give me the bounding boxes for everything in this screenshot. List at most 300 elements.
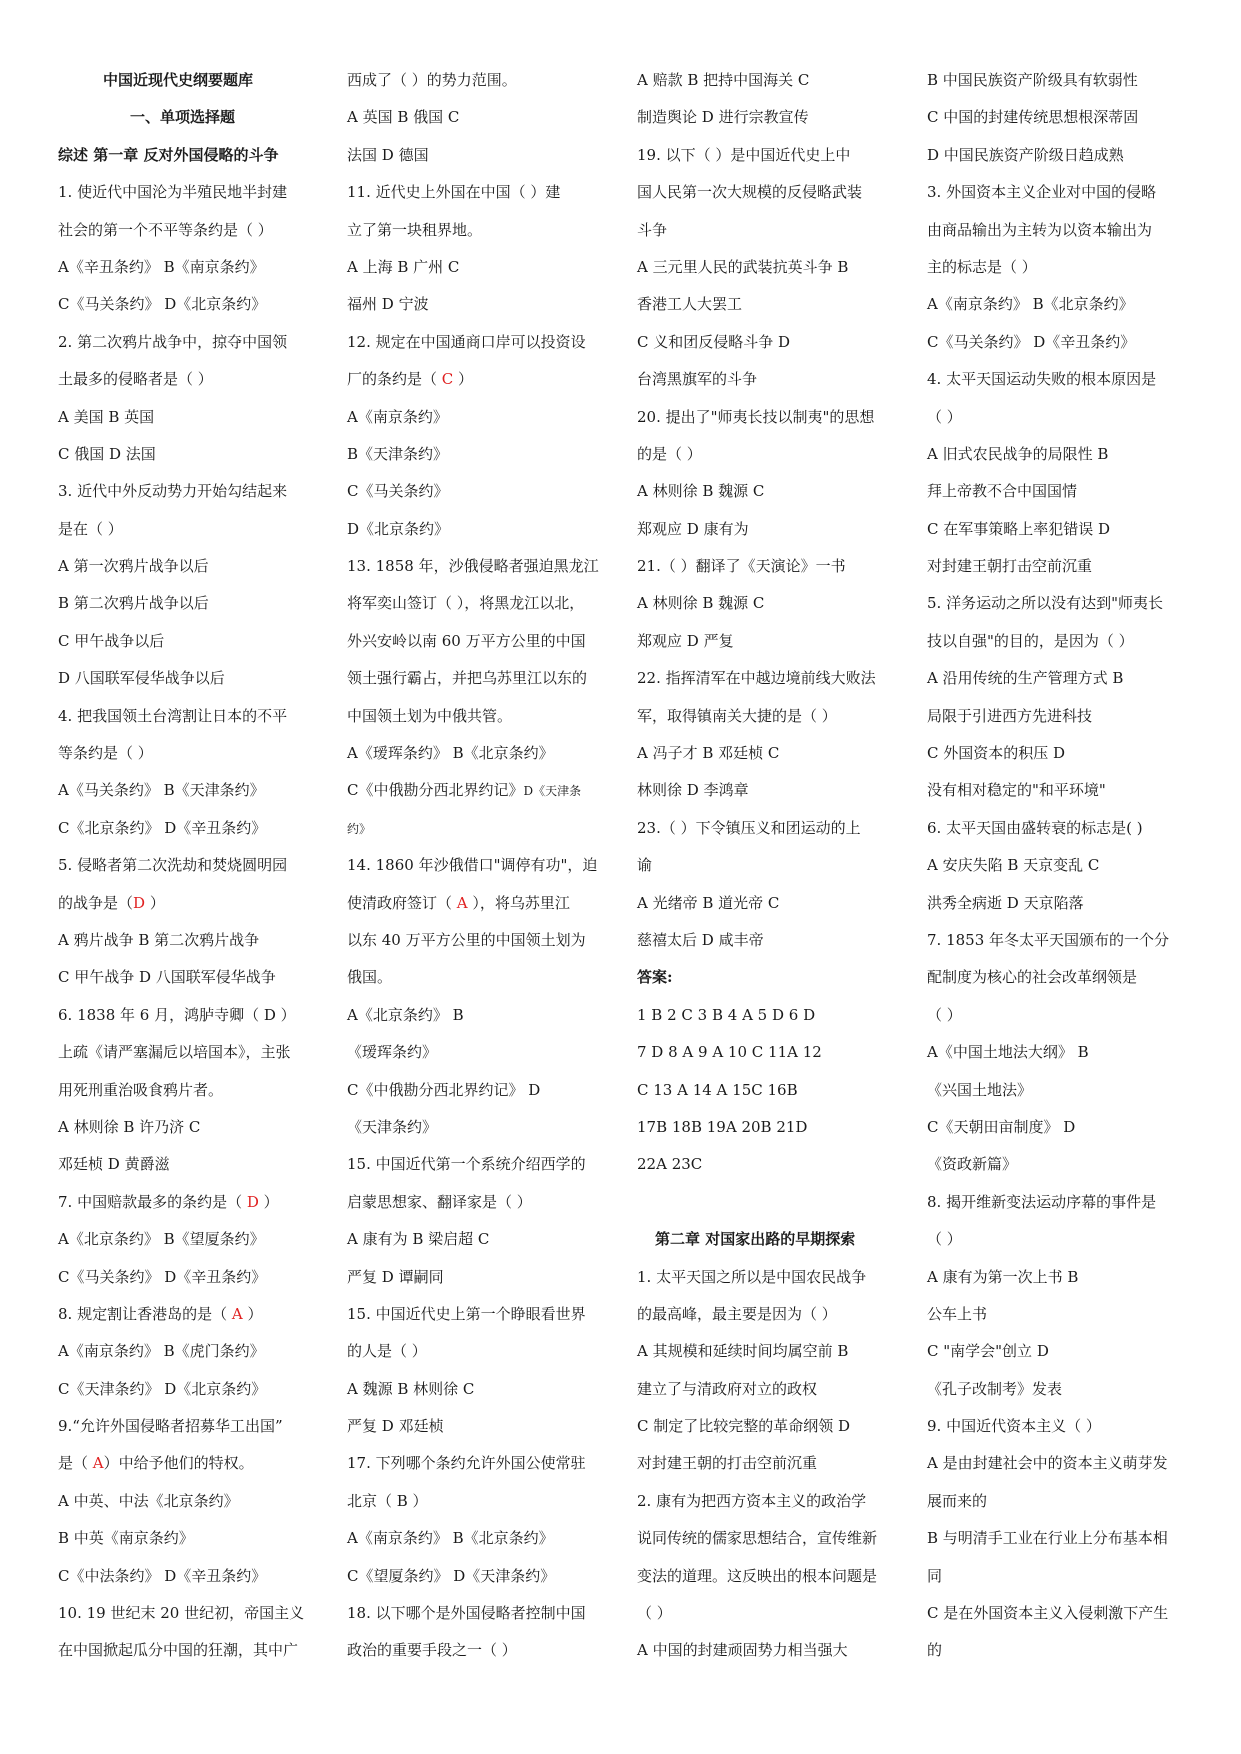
line-text: 社会的第一个不平等条约是（ ）: [58, 220, 273, 239]
line-text: A《南京条约》 B《北京条约》: [927, 295, 1134, 314]
text-line: [637, 1146, 899, 1183]
answer-mark: D: [133, 893, 146, 912]
text-line: [637, 361, 899, 398]
text-line: [637, 922, 899, 959]
text-line: [58, 959, 313, 996]
line-text: 的是（ ）: [637, 444, 702, 463]
line-text: 的最高峰，最主要是因为（ ）: [637, 1304, 837, 1323]
line-text: 洪秀全病逝 D 天京陷落: [927, 893, 1084, 912]
line-text: 的战争是（: [58, 893, 134, 912]
line-text: 1 B 2 C 3 B 4 A 5 D 6 D: [637, 1005, 816, 1024]
line-text: 是（: [58, 1454, 93, 1473]
line-text-tail: ）: [453, 370, 474, 389]
line-text: 《天津条约》: [347, 1117, 438, 1136]
line-text: 7 D 8 A 9 A 10 C 11A 12: [637, 1043, 822, 1062]
text-line: [347, 922, 607, 959]
answer-mark: A: [231, 1304, 243, 1323]
line-text: 严复 D 邓廷桢: [347, 1417, 444, 1436]
line-text: 11. 近代史上外国在中国（ ）建: [347, 183, 561, 202]
line-text: 主的标志是（ ）: [927, 257, 1037, 276]
text-line: [58, 997, 313, 1034]
text-line: [347, 959, 607, 996]
text-line: [58, 1146, 313, 1183]
line-text: 的: [927, 1641, 943, 1660]
answer-mark: D: [246, 1192, 259, 1211]
chapter-heading: [637, 1221, 899, 1258]
line-text: C《中俄勘分西北界约记》: [347, 781, 524, 800]
line-text: B 中国民族资产阶级具有软弱性: [927, 71, 1138, 89]
line-text: 郑观应 D 严复: [637, 631, 734, 650]
line-text: C "南学会"创立 D: [927, 1342, 1049, 1361]
text-line: [58, 1296, 313, 1333]
text-line: [347, 1558, 607, 1595]
line-text: 综述 第一章 反对外国侵略的斗争: [58, 145, 279, 164]
line-text: C《中俄勘分西北界约记》 D: [347, 1080, 541, 1099]
text-line: [347, 1483, 607, 1520]
text-line: [637, 399, 899, 436]
text-line: [927, 1520, 1218, 1557]
line-text: 15. 中国近代史上第一个睁眼看世界: [347, 1304, 586, 1323]
text-line: [347, 249, 607, 286]
text-line: [927, 361, 1218, 398]
text-line: [637, 1109, 899, 1146]
text-line: [637, 1445, 899, 1482]
line-text: 使清政府签订（: [347, 893, 457, 912]
text-line: [927, 548, 1218, 585]
text-line: [637, 997, 899, 1034]
line-text: D《北京条约》: [347, 519, 450, 538]
text-line: [927, 324, 1218, 361]
text-line: [637, 1520, 899, 1557]
line-text: 用死刑重治吸食鸦片者。: [58, 1080, 224, 1099]
answer-mark: A: [92, 1454, 104, 1473]
text-line: [637, 1333, 899, 1370]
line-text: C 甲午战争以后: [58, 631, 165, 650]
line-text: 启蒙思想家、翻译家是（ ）: [347, 1192, 532, 1211]
text-line: [637, 772, 899, 809]
column-3: [637, 62, 899, 1670]
text-line: [927, 286, 1218, 323]
line-text: C 13 A 14 A 15C 16B: [637, 1080, 798, 1099]
text-line: [347, 212, 607, 249]
text-line: [927, 1221, 1218, 1258]
text-line: [347, 698, 607, 735]
text-line: [58, 1558, 313, 1595]
text-line: [927, 922, 1218, 959]
text-line: [927, 1408, 1218, 1445]
line-text: 说同传统的儒家思想结合，宣传维新: [637, 1529, 878, 1548]
line-text: 法国 D 德国: [347, 145, 429, 164]
text-line: [927, 174, 1218, 211]
line-text: 西成了（ ）的势力范围。: [347, 71, 517, 89]
text-line: [58, 1445, 313, 1482]
column-2: [347, 62, 607, 1670]
line-text: D 八国联军侵华战争以后: [58, 669, 225, 688]
text-line: [58, 548, 313, 585]
text-line: [347, 1632, 607, 1669]
text-line: [347, 1184, 607, 1221]
text-line: [927, 735, 1218, 772]
line-text: A 沿用传统的生产管理方式 B: [927, 669, 1124, 688]
line-text: 由商品输出为主转为以资本输出为: [927, 220, 1153, 239]
line-text: 福州 D 宁波: [347, 295, 429, 314]
text-line: [58, 1333, 313, 1370]
line-text: （ ）: [927, 1005, 962, 1024]
text-line: [347, 660, 607, 697]
line-text: 林则徐 D 李鸿章: [637, 781, 749, 800]
line-text: 局限于引进西方先进科技: [927, 706, 1093, 725]
text-line: [58, 1632, 313, 1669]
text-line: [58, 473, 313, 510]
text-line: [927, 1445, 1218, 1482]
line-text: 答案:: [637, 968, 673, 987]
text-line: [637, 62, 899, 99]
line-text: A 光绪帝 B 道光帝 C: [637, 893, 780, 912]
line-text: 建立了与清政府对立的政权: [637, 1379, 818, 1398]
line-text: 9. 中国近代资本主义（ ）: [927, 1417, 1101, 1436]
text-line: [637, 511, 899, 548]
line-text: C《天津条约》 D《北京条约》: [58, 1379, 267, 1398]
line-text: A 魏源 B 林则徐 C: [347, 1379, 475, 1398]
line-text: 9.“允许外国侵略者招募华工出国”: [58, 1417, 283, 1436]
text-line: [58, 361, 313, 398]
text-line: [927, 212, 1218, 249]
line-text: C《马关条约》 D《北京条约》: [58, 295, 267, 314]
text-line: [58, 324, 313, 361]
text-line: [58, 436, 313, 473]
line-text-tail: ）: [145, 893, 165, 912]
text-line: [637, 212, 899, 249]
text-line: [347, 62, 607, 99]
line-text: 22A 23C: [637, 1155, 703, 1174]
text-line: [927, 1333, 1218, 1370]
text-line: [58, 1221, 313, 1258]
text-line: [347, 436, 607, 473]
text-line: [58, 585, 313, 622]
line-text-tail: ）: [242, 1304, 263, 1323]
line-text: 12. 规定在中国通商口岸可以投资设: [347, 332, 586, 351]
line-text: C 外国资本的积压 D: [927, 744, 1066, 763]
text-line: [58, 1371, 313, 1408]
text-line: [927, 1595, 1218, 1632]
text-line: [637, 810, 899, 847]
answer-mark: C: [441, 370, 454, 389]
text-line: [927, 511, 1218, 548]
line-text: 15. 中国近代第一个系统介绍西学的: [347, 1155, 586, 1174]
line-text: 对封建王朝的打击空前沉重: [637, 1454, 818, 1473]
line-text: 《兴国土地法》: [927, 1080, 1033, 1099]
line-text: C 甲午战争 D 八国联军侵华战争: [58, 968, 276, 987]
line-text: 10. 19 世纪末 20 世纪初，帝国主义: [58, 1604, 305, 1623]
line-text: A《瑷珲条约》 B《北京条约》: [347, 744, 554, 763]
text-line: [58, 698, 313, 735]
text-line: [927, 137, 1218, 174]
line-text: 《孔子改制考》发表: [927, 1379, 1063, 1398]
line-text: 4. 把我国领土台湾割让日本的不平: [58, 706, 288, 725]
line-text: 郑观应 D 康有为: [637, 519, 749, 538]
text-line: [637, 1034, 899, 1071]
line-text: 约》: [347, 821, 372, 836]
line-text: A 旧式农民战争的局限性 B: [927, 444, 1109, 463]
line-text: A 是由封建社会中的资本主义萌芽发: [927, 1454, 1168, 1473]
text-line: [927, 885, 1218, 922]
line-text: A 鸦片战争 B 第二次鸦片战争: [58, 930, 260, 949]
line-text: 5. 洋务运动之所以没有达到"师夷长: [927, 594, 1163, 613]
text-line: [347, 772, 607, 809]
text-line: [347, 1259, 607, 1296]
line-text: A《南京条约》 B《北京条约》: [347, 1529, 554, 1548]
line-text: 13. 1858 年，沙俄侵略者强迫黑龙江: [347, 557, 599, 576]
line-text: A 英国 B 俄国 C: [347, 108, 460, 127]
text-line: [347, 1333, 607, 1370]
line-text: 严复 D 谭嗣同: [347, 1267, 444, 1286]
text-line: [347, 548, 607, 585]
text-line: [347, 810, 607, 847]
line-text: 22. 指挥清军在中越边境前线大败法: [637, 669, 876, 688]
line-text: 慈禧太后 D 咸丰帝: [637, 930, 764, 949]
text-line: [637, 660, 899, 697]
text-line: [927, 1259, 1218, 1296]
text-line: [927, 99, 1218, 136]
text-line: [347, 511, 607, 548]
line-text: B 与明清手工业在行业上分布基本相: [927, 1529, 1168, 1548]
column-4: [927, 62, 1218, 1670]
text-line: [347, 324, 607, 361]
line-text: 变法的道理。这反映出的根本问题是: [637, 1566, 878, 1585]
text-line: [347, 473, 607, 510]
line-text: 斗争: [637, 220, 668, 239]
line-text: 在中国掀起瓜分中国的狂潮，其中广: [58, 1641, 299, 1660]
line-text: 7. 中国赔款最多的条约是（: [58, 1192, 247, 1211]
text-line: [58, 885, 313, 922]
text-line: [58, 286, 313, 323]
text-line: [347, 623, 607, 660]
text-line: [637, 1483, 899, 1520]
section-heading: [58, 99, 313, 136]
text-line: [58, 511, 313, 548]
line-text: C《马关条约》 D《辛丑条约》: [58, 1267, 267, 1286]
line-text: 17. 下列哪个条约允许外国公使常驻: [347, 1454, 586, 1473]
text-line: [637, 473, 899, 510]
text-line: [637, 1595, 899, 1632]
text-line: [347, 361, 607, 398]
line-text: 8. 规定割让香港岛的是（: [58, 1304, 232, 1323]
line-text-tail: ），将乌苏里江: [467, 893, 570, 912]
line-text: D 中国民族资产阶级日趋成熟: [927, 145, 1124, 164]
line-text: A《北京条约》 B《望厦条约》: [58, 1230, 265, 1249]
text-line: [347, 847, 607, 884]
text-line: [58, 1034, 313, 1071]
text-line: [927, 772, 1218, 809]
line-text: 拜上帝教不合中国国情: [927, 482, 1078, 501]
text-line: [927, 623, 1218, 660]
text-line: [637, 99, 899, 136]
column-1: [58, 62, 313, 1670]
text-line: [927, 660, 1218, 697]
line-text: 3. 近代中外反动势力开始勾结起来: [58, 482, 288, 501]
text-line: [347, 137, 607, 174]
line-text: 第二章 对国家出路的早期探索: [655, 1230, 856, 1249]
line-text: 土最多的侵略者是（ ）: [58, 370, 213, 389]
line-text: 19. 以下（ ）是中国近代史上中: [637, 145, 851, 164]
text-line: [58, 847, 313, 884]
line-text: 配制度为核心的社会改革纲领是: [927, 968, 1138, 987]
line-text: 技以自强"的目的，是因为（ ）: [927, 631, 1134, 650]
line-text: 北京（ B ）: [347, 1491, 428, 1510]
line-text: 政治的重要手段之一（ ）: [347, 1641, 517, 1660]
line-text: A 赔款 B 把持中国海关 C: [637, 71, 810, 89]
line-text: 同: [927, 1566, 943, 1585]
line-text: 《资政新篇》: [927, 1155, 1018, 1174]
text-line: [927, 399, 1218, 436]
line-text: 4. 太平天国运动失败的根本原因是: [927, 370, 1157, 389]
line-text: 等条约是（ ）: [58, 744, 153, 763]
text-line: [58, 174, 313, 211]
text-line: [58, 399, 313, 436]
line-text: 1. 使近代中国沦为半殖民地半封建: [58, 183, 288, 202]
line-text: 领土强行霸占，并把乌苏里江以东的: [347, 669, 588, 688]
line-text: 立了第一块租界地。: [347, 220, 483, 239]
line-text: 2. 康有为把西方资本主义的政治学: [637, 1491, 867, 1510]
line-text: A 林则徐 B 魏源 C: [637, 482, 765, 501]
text-line: [637, 249, 899, 286]
text-line: [58, 1072, 313, 1109]
line-text: 8. 揭开维新变法运动序幕的事件是: [927, 1192, 1157, 1211]
text-line: [58, 1408, 313, 1445]
text-line: [347, 1109, 607, 1146]
text-line: [58, 660, 313, 697]
text-line: [637, 1184, 899, 1221]
text-line: [927, 997, 1218, 1034]
line-text: C 在军事策略上率犯错误 D: [927, 519, 1111, 538]
line-text-tail: ）: [258, 1192, 279, 1211]
line-text: 展而来的: [927, 1491, 988, 1510]
line-text-tail: ）中给予他们的特权。: [103, 1454, 254, 1473]
text-line: [637, 1371, 899, 1408]
text-line: [927, 1072, 1218, 1109]
text-line: [58, 1184, 313, 1221]
line-text: A 林则徐 B 许乃济 C: [58, 1117, 201, 1136]
text-line: [347, 1072, 607, 1109]
text-line: [637, 1632, 899, 1669]
line-text: 国人民第一次大规模的反侵略武装: [637, 183, 863, 202]
line-text: 的人是（ ）: [347, 1342, 427, 1361]
line-text: 军，取得镇南关大捷的是（ ）: [637, 706, 837, 725]
text-line: [347, 585, 607, 622]
line-text: （ ）: [927, 407, 962, 426]
text-line: [347, 399, 607, 436]
text-line: [927, 1296, 1218, 1333]
line-text: B《天津条约》: [347, 444, 449, 463]
line-text: 一、单项选择题: [130, 108, 236, 127]
line-text: 邓廷桢 D 黄爵滋: [58, 1155, 170, 1174]
text-line: [347, 1296, 607, 1333]
line-text: B 中英《南京条约》: [58, 1529, 194, 1548]
text-line: [58, 249, 313, 286]
text-line: [58, 1259, 313, 1296]
line-text: 以东 40 万平方公里的中国领土划为: [347, 930, 586, 949]
line-text: 7. 1853 年冬太平天国颁布的一个分: [927, 930, 1170, 949]
line-text: A《辛丑条约》 B《南京条约》: [58, 257, 265, 276]
line-text: A 康有为第一次上书 B: [927, 1267, 1079, 1286]
text-line: [58, 1483, 313, 1520]
text-line: [927, 1034, 1218, 1071]
text-line: [58, 1595, 313, 1632]
text-line: [637, 548, 899, 585]
text-line: [347, 1146, 607, 1183]
text-line: [347, 735, 607, 772]
text-line: [927, 847, 1218, 884]
text-line: [637, 585, 899, 622]
line-text: （ ）: [927, 1230, 962, 1249]
line-text: A 三元里人民的武装抗英斗争 B: [637, 257, 849, 276]
text-line: [347, 99, 607, 136]
line-text: 俄国。: [347, 968, 393, 987]
answer-heading: [637, 959, 899, 996]
line-text: 5. 侵略者第二次洗劫和焚烧圆明园: [58, 856, 288, 875]
text-line: [637, 1408, 899, 1445]
text-line: [637, 698, 899, 735]
text-line: [637, 735, 899, 772]
line-text: A 安庆失陷 B 天京变乱 C: [927, 856, 1100, 875]
text-line: [347, 286, 607, 323]
text-line: [927, 436, 1218, 473]
text-line: [927, 62, 1218, 99]
line-text: B 第二次鸦片战争以后: [58, 594, 209, 613]
line-text: 外兴安岭以南 60 万平方公里的中国: [347, 631, 586, 650]
text-line: [637, 436, 899, 473]
text-line: [927, 959, 1218, 996]
chapter-heading: [58, 137, 313, 174]
line-text: 中国近现代史纲要题库: [103, 71, 254, 89]
text-line: [637, 1558, 899, 1595]
line-text: A 其规模和延续时间均属空前 B: [637, 1342, 849, 1361]
text-line: [347, 1371, 607, 1408]
text-line: [347, 1520, 607, 1557]
text-line: [58, 623, 313, 660]
line-text: C《北京条约》 D《辛丑条约》: [58, 818, 267, 837]
text-line: [58, 1520, 313, 1557]
line-text: 20. 提出了"师夷长技以制夷"的思想: [637, 407, 875, 426]
text-line: [927, 698, 1218, 735]
text-line: [347, 174, 607, 211]
text-line: [927, 1371, 1218, 1408]
line-text: 中国领土划为中俄共管。: [347, 706, 513, 725]
line-text: C 制定了比较完整的革命纲领 D: [637, 1417, 851, 1436]
line-text: 对封建王朝打击空前沉重: [927, 557, 1093, 576]
text-line: [637, 1259, 899, 1296]
text-line: [347, 885, 607, 922]
line-text: 6. 1838 年 6 月，鸿胪寺卿（ D ）: [58, 1005, 296, 1024]
line-text: （ ）: [637, 1604, 672, 1623]
line-text: C《中法条约》 D《辛丑条约》: [58, 1566, 267, 1585]
text-line: [927, 1146, 1218, 1183]
text-line: [637, 286, 899, 323]
line-text: 1. 太平天国之所以是中国农民战争: [637, 1267, 867, 1286]
text-line: [927, 1109, 1218, 1146]
line-text: 将军奕山签订（ ），将黑龙江以北，: [347, 594, 585, 613]
text-line: [347, 997, 607, 1034]
text-line: [58, 735, 313, 772]
line-text: A《中国土地法大纲》 B: [927, 1043, 1089, 1062]
text-line: [58, 810, 313, 847]
text-line: [927, 585, 1218, 622]
text-line: [637, 324, 899, 361]
line-text: C 是在外国资本主义入侵刺激下产生: [927, 1604, 1169, 1623]
text-line: [58, 212, 313, 249]
line-text: 是在（ ）: [58, 519, 123, 538]
text-line: [927, 473, 1218, 510]
